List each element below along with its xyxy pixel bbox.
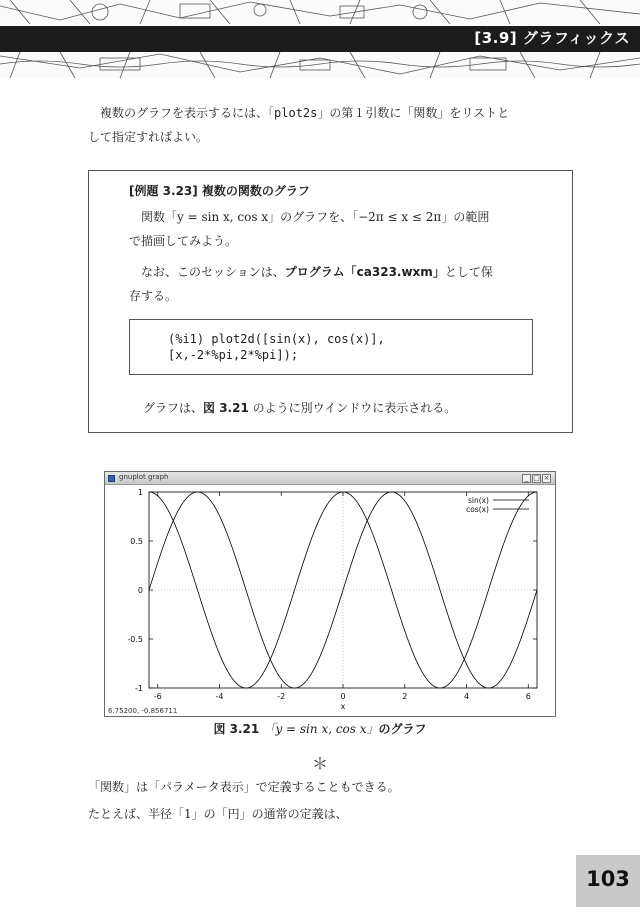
caption-suffix: のグラフ	[378, 722, 427, 736]
legend-label-sin: sin(x)	[467, 496, 489, 505]
page-header	[0, 0, 640, 78]
window-titlebar	[105, 472, 555, 485]
x-axis-label: x	[340, 702, 346, 711]
x-tick-label: -2	[277, 692, 286, 701]
example-p2-code: ca323.wxm	[356, 265, 433, 279]
gnuplot-app-icon	[108, 475, 115, 482]
after-line-2: たとえば、半径「1」の「円」の通常の定義は、	[88, 807, 348, 821]
example-p2-line1	[129, 260, 549, 284]
example-p1-line1: 関数「y = sin x, cos x」のグラフを、「−2π ≤ x ≤ 2π」の範囲	[141, 210, 490, 224]
x-tick-label: -6	[153, 692, 162, 701]
intro-line-2: して指定すればよい。	[88, 130, 209, 144]
legend-label-cos: cos(x)	[466, 505, 489, 514]
intro-text-after: 」の第１引数に「関数」をリストと	[317, 106, 510, 120]
example-p3-before: グラフは、	[143, 401, 204, 415]
example-p2-before: なお、このセッションは、	[141, 265, 285, 279]
x-tick-label: -4	[215, 692, 224, 701]
intro-code: plot2s	[274, 106, 318, 120]
y-tick-label: -1	[135, 684, 143, 693]
x-tick-label: 4	[463, 692, 470, 701]
example-p1-line2: で描画してみよう。	[129, 234, 238, 248]
y-tick-label: 0	[137, 586, 143, 595]
caption-label: 図 3.21	[213, 722, 260, 736]
code-line-1: (%i1) plot2d([sin(x), cos(x)],	[168, 332, 385, 346]
intro-text-before: 複数のグラフを表示するには、「	[100, 106, 275, 120]
page-number: 103	[586, 867, 630, 891]
example-p3	[143, 396, 563, 420]
section-title: [3.9] グラフィックス	[474, 29, 630, 47]
window-title: gnuplot graph	[119, 473, 169, 481]
example-p2-line2: 存する。	[129, 289, 178, 303]
series-line-sin	[149, 492, 537, 688]
example-p2-bold: プログラム「	[284, 265, 357, 279]
example-p2-after: として保	[444, 265, 493, 279]
example-p2-bold-end: 」	[432, 265, 445, 279]
gnuplot-window	[104, 471, 556, 717]
cursor-status: 6.75200, -0.856711	[108, 707, 178, 715]
example-p3-bold: 図 3.21	[203, 401, 249, 415]
caption-math: 「y = sin x, cos x」	[263, 722, 379, 736]
example-p3-after: のように別ウインドウに表示される。	[248, 401, 457, 415]
x-tick-label: 2	[402, 692, 408, 701]
intro-line-1	[100, 101, 509, 125]
code-box	[129, 319, 533, 375]
code-line-2: [x,-2*%pi,2*%pi]);	[168, 348, 299, 362]
after-line-1: 「関数」は「パラメータ表示」で定義することもできる。	[88, 780, 400, 794]
figure-caption	[0, 720, 640, 737]
x-tick-label: 0	[340, 692, 346, 701]
example-title: [例題 3.23] 複数の関数のグラフ	[129, 184, 310, 198]
minimize-icon[interactable]: _	[522, 474, 531, 483]
maximize-icon[interactable]: □	[533, 474, 540, 482]
page-number-box	[576, 855, 640, 907]
close-icon[interactable]: ×	[543, 474, 550, 482]
x-tick-label: 6	[525, 692, 531, 701]
separator-asterisk: ＊	[311, 754, 328, 773]
y-tick-label: 0.5	[130, 537, 143, 546]
example-box	[88, 170, 573, 433]
y-tick-label: -0.5	[127, 635, 143, 644]
y-tick-label: 1	[137, 488, 143, 497]
